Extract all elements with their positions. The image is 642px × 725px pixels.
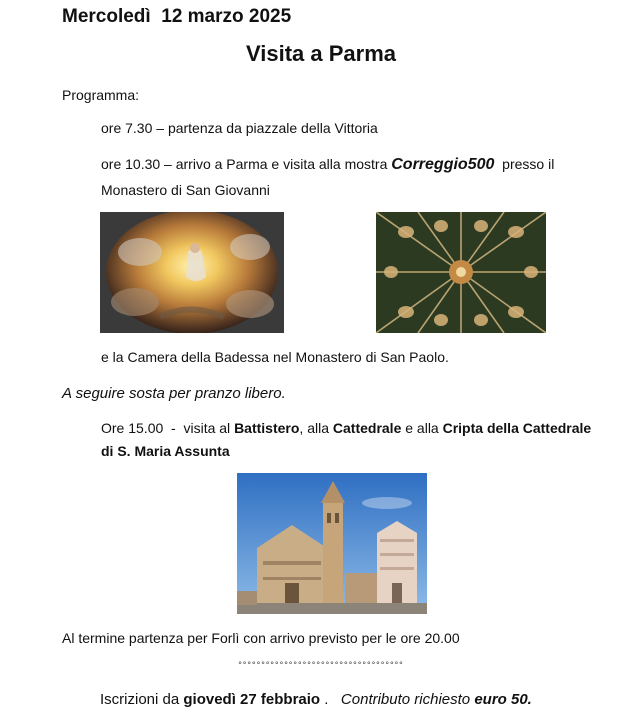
afternoon-text: Ore 15.00 - visita al	[101, 420, 235, 436]
program-label: Programma:	[62, 87, 140, 103]
event-date: Mercoledì 12 marzo 2025	[62, 6, 292, 27]
signup-date: giovedì 27 febbraio	[183, 691, 321, 708]
cattedrale-label: Cattedrale	[332, 420, 402, 436]
program-item-afternoon	[101, 418, 611, 438]
afternoon-text-2: , alla	[299, 420, 333, 436]
correggio-dome-photo	[100, 212, 284, 333]
program-item-badessa: e la Camera della Badessa nel Monastero di San Paolo.	[101, 349, 449, 365]
arrival-text-cont: presso il	[494, 156, 555, 172]
arrival-place: Monastero di San Giovanni	[101, 182, 270, 198]
exhibition-name: Correggio500	[391, 156, 495, 173]
program-item-arrival	[101, 154, 621, 175]
parma-cathedral-photo	[237, 473, 427, 614]
separator-line: °°°°°°°°°°°°°°°°°°°°°°°°°°°°°°°°°°°°	[238, 660, 404, 670]
signup-line	[100, 691, 532, 708]
afternoon-text-3: e alla	[401, 420, 443, 436]
contribution-label: Contributo richiesto	[340, 691, 475, 708]
arrival-text: ore 10.30 – arrivo a Parma e visita alla mostra	[101, 156, 392, 172]
program-item-departure: ore 7.30 – partenza da piazzale della Vittoria	[101, 120, 378, 136]
battistero-label: Battistero	[234, 420, 300, 436]
signup-text: Iscrizioni da	[100, 691, 184, 708]
cathedral-name: di S. Maria Assunta	[101, 443, 230, 459]
camera-badessa-photo	[376, 212, 546, 333]
page-title: Visita a Parma	[245, 41, 397, 66]
signup-sep: .	[320, 691, 341, 708]
return-info: Al termine partenza per Forlì con arrivo previsto per le ore 20.00	[62, 630, 460, 646]
lunch-note: A seguire sosta per pranzo libero.	[62, 385, 286, 402]
contribution-price: euro 50.	[474, 691, 532, 708]
cripta-label: Cripta della Cattedrale	[442, 420, 592, 436]
